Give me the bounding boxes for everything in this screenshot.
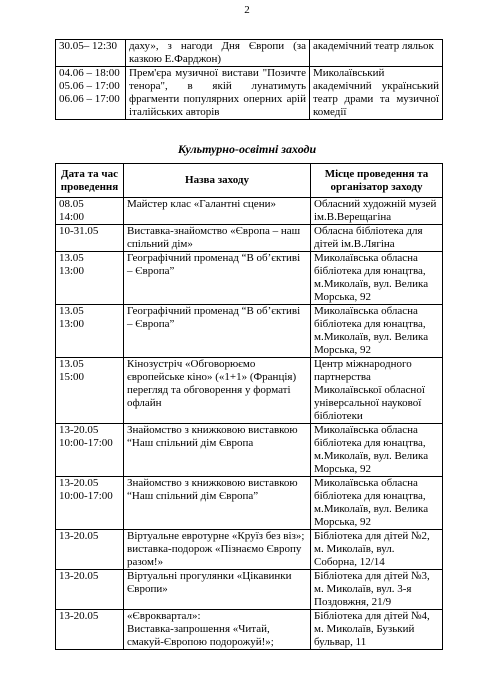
header-row — [56, 164, 443, 198]
event-place: Бібліотека для дітей №4, м. Миколаїв, Бузький бульвар, 11 — [311, 610, 443, 650]
event-name: Майстер клас «Галантні сцени» — [124, 198, 311, 225]
table-row — [56, 570, 443, 610]
table-row — [56, 252, 443, 305]
event-place: Бібліотека для дітей №3, м. Миколаїв, вул. 3-я Поздовжня, 21/9 — [311, 570, 443, 610]
event-place: Обласна бібліотека для дітей ім.В.Лягіна — [311, 225, 443, 252]
event-date: 13-20.05 10:00-17:00 — [56, 424, 124, 477]
event-place: Бібліотека для дітей №2, м. Миколаїв, вул. Соборна, 12/14 — [311, 530, 443, 570]
table-row — [56, 358, 443, 424]
event-place: Центр міжнародного партнерства Миколаївської обласної універсальної наукової бібліотеки — [311, 358, 443, 424]
event-name: Знайомство з книжковою виставкою “Наш спільний дім Європа” — [124, 477, 311, 530]
event-name: Географічний променад “В об’єктиві – Європа” — [124, 305, 311, 358]
event-date: 13-20.05 — [56, 530, 124, 570]
event-date: 13-20.05 — [56, 570, 124, 610]
event-name: Віртуальні прогулянки «Цікавинки Європи» — [124, 570, 311, 610]
event-name: Виставка-знайомство «Європа – наш спільний дім» — [124, 225, 311, 252]
table-row — [56, 198, 443, 225]
table-row — [56, 305, 443, 358]
table-row — [56, 530, 443, 570]
section-title: Культурно-освітні заходи — [177, 142, 317, 156]
event-date: 13-20.05 10:00-17:00 — [56, 477, 124, 530]
event-place: Миколаївська обласна бібліотека для юнацтва, м.Миколаїв, вул. Велика Морська, 92 — [311, 252, 443, 305]
page-number: 2 — [244, 4, 250, 16]
event-name: «Євроквартал»: Виставка-запрошення «Читай, смакуй-Європою подорожуй!»; — [124, 610, 311, 650]
event-place: Миколаївська обласна бібліотека для юнацтва, м.Миколаїв, вул. Велика Морська, 92 — [311, 477, 443, 530]
event-place: Миколаївський академічний український театр драми та музичної комедії — [310, 67, 443, 120]
header-date: Дата та час проведення — [56, 164, 124, 198]
event-date: 13-20.05 — [56, 610, 124, 650]
header-place: Місце проведення та організатор заходу — [311, 164, 443, 198]
event-place: Обласний художній музей ім.В.Верещагіна — [311, 198, 443, 225]
event-title: даху», з нагоди Дня Європи (за казкою Е.Фарджон) — [126, 40, 310, 67]
table-row — [56, 424, 443, 477]
event-date: 08.05 14:00 — [56, 198, 124, 225]
table-row — [56, 225, 443, 252]
table-row — [56, 40, 443, 67]
event-place: Миколаївська обласна бібліотека для юнацтва, м.Миколаїв, вул. Велика Морська, 92 — [311, 305, 443, 358]
event-place: академічний театр ляльок — [310, 40, 443, 67]
event-name: Віртуальне евротурне «Круїз без віз»; виставка-подорож «Пізнаємо Європу разом!» — [124, 530, 311, 570]
event-date: 13.05 13:00 — [56, 252, 124, 305]
event-time: 04.06 – 18:00 05.06 – 17:00 06.06 – 17:00 — [56, 67, 126, 120]
event-date: 13.05 15:00 — [56, 358, 124, 424]
event-place: Миколаївська обласна бібліотека для юнацтва, м.Миколаїв, вул. Велика Морська, 92 — [311, 424, 443, 477]
table-row — [56, 610, 443, 650]
events-continued-table — [55, 39, 443, 120]
event-date: 13.05 13:00 — [56, 305, 124, 358]
cultural-events-table — [55, 163, 443, 650]
event-name: Знайомство з книжковою виставкою “Наш спільний дім Європа — [124, 424, 311, 477]
events-continued-body — [56, 40, 443, 120]
event-title: Прем'єра музичної вистави "Позичте тенора", в якій лунатимуть фрагменти популярних оперних арій італійських авторів — [126, 67, 310, 120]
table-row — [56, 477, 443, 530]
event-name: Географічний променад “В об’єктиві – Європа” — [124, 252, 311, 305]
cultural-events-body — [56, 198, 443, 650]
event-date: 10-31.05 — [56, 225, 124, 252]
event-time: 30.05– 12:30 — [56, 40, 126, 67]
event-name: Кінозустріч «Обговорюємо європейське кіно» («1+1» (Франція) перегляд та обговорення у форматі офлайн — [124, 358, 311, 424]
table-row — [56, 67, 443, 120]
header-name: Назва заходу — [124, 164, 311, 198]
